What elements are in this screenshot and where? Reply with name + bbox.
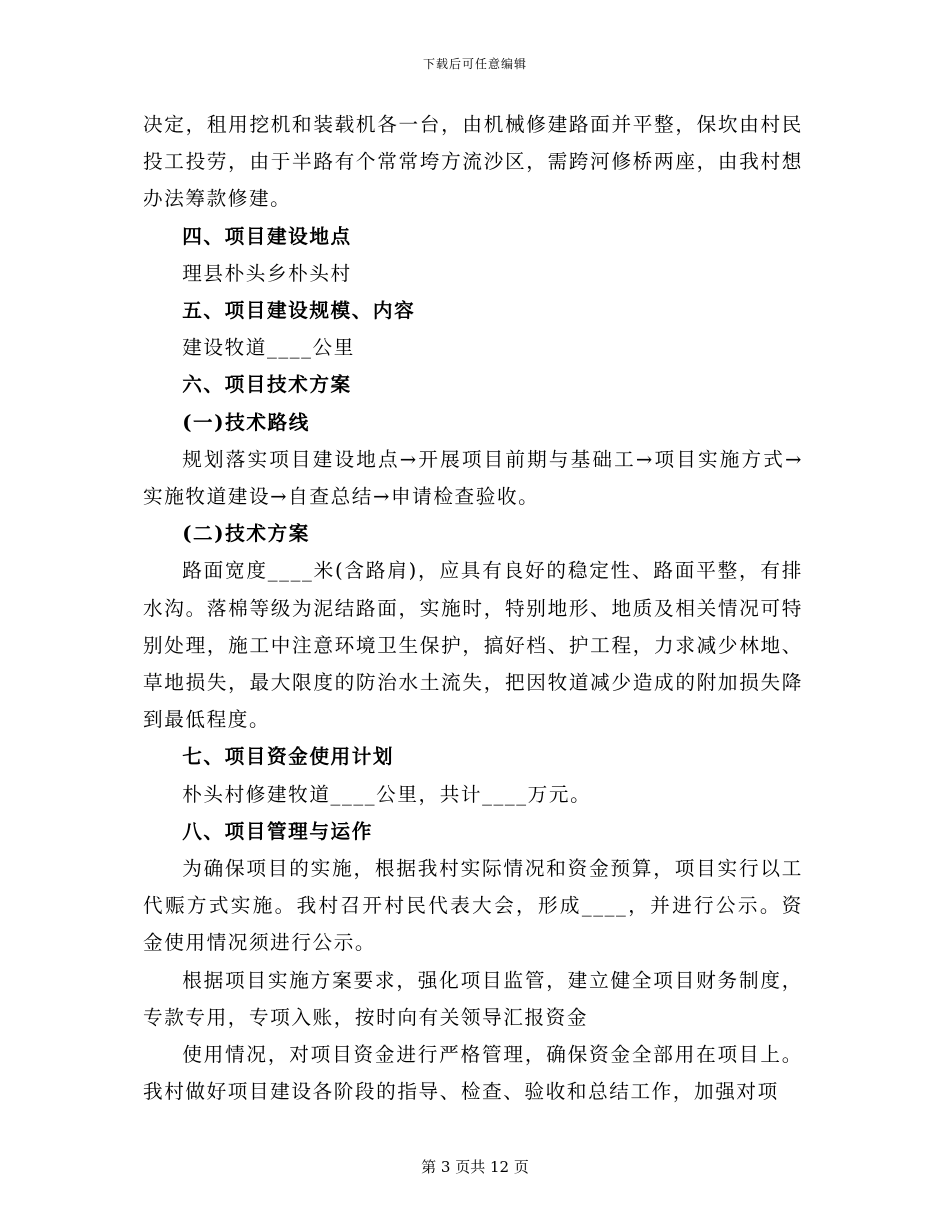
paragraph: 路面宽度____米(含路肩)，应具有良好的稳定性、路面平整，有排水沟。落棉等级为泥结路面，实施时，特别地形、地质及相关情况可特别处理，施工中注意环境卫生保护，搞好档、护工程，力求减少林地、草地损失，最大限度的防治水土流失，把因牧道减少造成的附加损失降到最低程度。: [143, 559, 803, 732]
subsection-heading: (二)技术方案: [182, 522, 310, 546]
section-heading: 四、项目建设地点: [182, 224, 352, 248]
paragraph: 朴头村修建牧道____公里，共计____万元。: [182, 782, 592, 806]
page-number-footer: 第 3 页共 12 页: [421, 1158, 529, 1176]
paragraph: 理县朴头乡朴头村: [182, 261, 352, 285]
document-body: [143, 106, 803, 1110]
paragraph: 建设牧道____公里: [182, 336, 355, 360]
section-heading: 八、项目管理与运作: [182, 819, 373, 843]
section-heading: 五、项目建设规模、内容: [182, 299, 416, 323]
section-heading: 七、项目资金使用计划: [182, 745, 395, 769]
section-heading: 六、项目技术方案: [182, 373, 352, 397]
paragraph: 决定，租用挖机和装载机各一台，由机械修建路面并平整，保坎由村民投工投劳，由于半路有个常常垮方流沙区，需跨河修桥两座，由我村想办法筹款修建。: [143, 113, 803, 211]
page-header-note: 下载后可任意编辑: [422, 57, 527, 71]
subsection-heading: (一)技术路线: [182, 410, 310, 434]
paragraph: 为确保项目的实施，根据我村实际情况和资金预算，项目实行以工代赈方式实施。我村召开村民代表大会，形成____，并进行公示。资金使用情况须进行公示。: [143, 857, 803, 955]
paragraph: 根据项目实施方案要求，强化项目监管，建立健全项目财务制度，专款专用，专项入账，按时向有关领导汇报资金: [143, 968, 803, 1029]
paragraph: 规划落实项目建设地点→开展项目前期与基础工→项目实施方式→实施牧道建设→自查总结→申请检查验收。: [143, 447, 803, 509]
paragraph: 使用情况，对项目资金进行严格管理，确保资金全部用在项目上。我村做好项目建设各阶段的指导、检查、验收和总结工作，加强对项: [143, 1043, 803, 1104]
